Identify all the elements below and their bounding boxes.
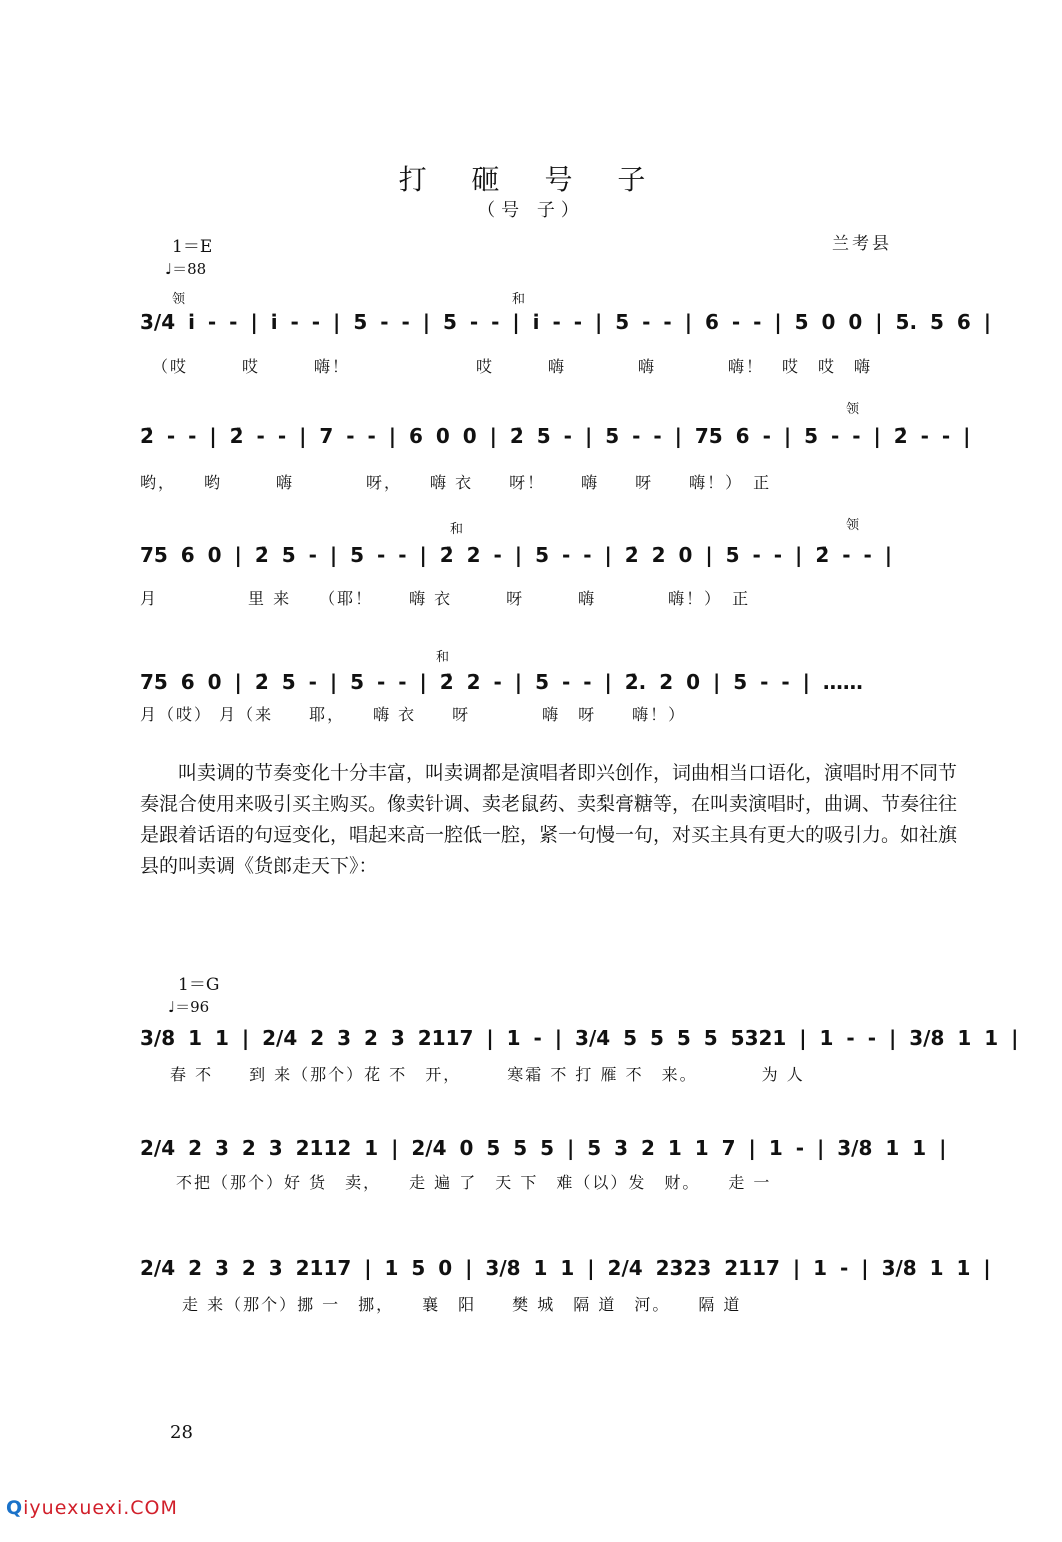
lead-mark: 领 (172, 292, 186, 307)
lead-mark: 领 (846, 402, 860, 417)
chorus-mark: 和 (512, 292, 526, 307)
site-watermark (6, 1497, 178, 1519)
song2-key: 1＝G (178, 975, 220, 995)
score2-row-3-lyrics: 走 来（那个）挪 一 挪， 襄 阳 樊 城 隔 道 河。 隔 道 (182, 1295, 742, 1314)
score-row-4-lyrics: 月（哎） 月（来 耶， 嗨 衣 呀 嗨 呀 嗨！） (140, 705, 687, 724)
song-origin: 兰考县 (832, 234, 892, 254)
score-row-4-notes: 75 6 0 | 2̇ 5 - | 5 - - | 2̇ 2 - | 5 - - | 2̇. 2 0 | 5 - - | …… (140, 670, 863, 694)
song-subtitle: （号 子） (477, 200, 585, 221)
watermark-text: iyuexuexi.COM (23, 1497, 178, 1519)
score2-row-3-notes: 2/4 2 3 2 3 2117 | 1 5 0 | 3/8 1 1 | 2/4 2323 2117 | 1 - | 3/8 1 1 | (140, 1256, 991, 1280)
score-row-2-notes: 2̇ - - | 2̇ - - | 7 - - | 6 0 0 | 2̇ 5 - | 5 - - | 75 6 - | 5 - - | 2̇ - - | (140, 424, 971, 448)
score2-row-1-lyrics: 春 不 到 来（那个）花 不 开， 寒霜 不 打 雁 不 来。 为 人 (170, 1065, 805, 1084)
lead-mark: 领 (846, 518, 860, 533)
body-paragraph: 叫卖调的节奏变化十分丰富，叫卖调都是演唱者即兴创作，词曲相当口语化，演唱时用不同节奏混合使用来吸引买主购买。像卖针调、卖老鼠药、卖梨膏糖等，在叫卖演唱时，曲调、节奏往往是跟着话语的句逗变化，唱起来高一腔低一腔，紧一句慢一句，对买主具有更大的吸引力。如社旗县的叫卖调《货郎走天下》： (140, 762, 958, 877)
page-number: 28 (170, 1422, 193, 1443)
song2-tempo: ♩＝96 (168, 998, 210, 1016)
score-row-1-lyrics: （哎 哎 嗨！ 哎 嗨 嗨 嗨！ 哎 哎 嗨 (152, 357, 873, 376)
score2-row-2-lyrics: 不把（那个）好 货 卖， 走 遍 了 天 下 难（以）发 财。 走 一 (176, 1173, 772, 1192)
score2-row-1-notes: 3/8 1 1 | 2/4 2 3 2 3 2117 | 1 - | 3/4 5 5 5 5 5321 | 1 - - | 3/8 1 1 | (140, 1026, 1019, 1050)
score-row-1-notes: 3/4 i̇ - - | i̇ - - | 5 - - | 5 - - | i̇ - - | 5 - - | 6 - - | 5 0 0 | 5. 5 6 | (140, 310, 992, 334)
score-row-2-lyrics: 哟， 哟 嗨 呀， 嗨 衣 呀！ 嗨 呀 嗨！） 正 (140, 473, 772, 492)
score-row-3-lyrics: 月 里 来 （耶！ 嗨 衣 呀 嗨 嗨！） 正 (140, 589, 751, 608)
song1-tempo: ♩＝88 (165, 260, 207, 278)
song1-key: 1＝E (172, 237, 213, 257)
song-title: 打 砸 号 子 (398, 163, 664, 196)
chorus-mark: 和 (450, 522, 464, 537)
chorus-mark: 和 (436, 650, 450, 665)
watermark-prefix: Q (6, 1497, 24, 1519)
score2-row-2-notes: 2/4 2 3 2 3 2112 1 | 2/4 0 5 5 5 | 5 3 2 1 1 7 | 1 - | 3/8 1 1 | (140, 1136, 947, 1160)
score-row-3-notes: 75 6 0 | 2̇ 5 - | 5 - - | 2̇ 2 - | 5 - - | 2̇ 2 0 | 5 - - | 2̇ - - | (140, 543, 893, 567)
